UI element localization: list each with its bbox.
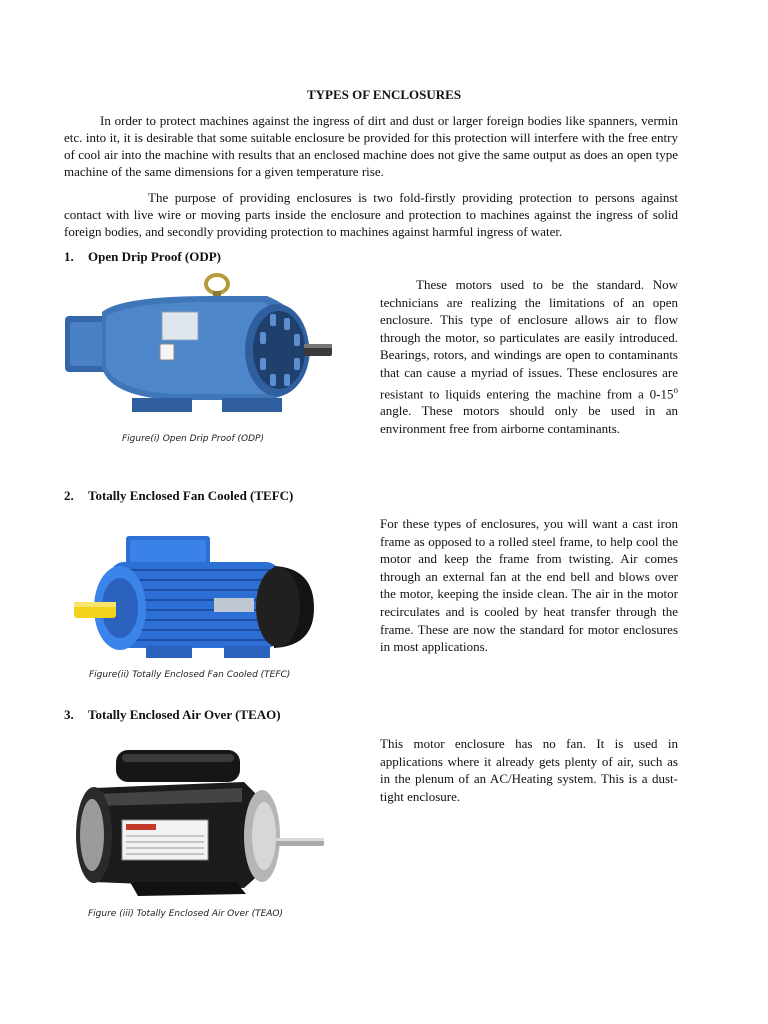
section-number: 2.	[64, 488, 74, 503]
section-body-odp	[380, 276, 678, 438]
intro-paragraph: In order to protect machines against the ingress of dirt and dust or larger foreign bodies like spanners, vermin etc. into it, it is desirable that some suitable enclosure be provided for this protection will interfere with the free entry of cool air into the machine with results that an enclosed machine does not give the same output as does an open type machine of the same dimensions for a given temperature rise.	[64, 113, 678, 179]
figure-caption-tefc: Figure(ii) Totally Enclosed Fan Cooled (TEFC)	[89, 670, 291, 680]
teao-motor-image	[66, 742, 330, 902]
document-title: TYPES OF ENCLOSURES	[306, 87, 462, 102]
section-title: Totally Enclosed Fan Cooled (TEFC)	[88, 488, 294, 503]
section-number: 3.	[64, 707, 74, 722]
tefc-motor-image	[64, 528, 326, 668]
section-body-odp-part1: These motors used to be the standard. Now technicians are realizing the limitations of an open enclosure. This type of enclosure allows air to flow through the motor, so particulates are easily introduced. Bearings, rotors, and windings are open to contaminants that can cause a myriad of issues. These enclosures are resistant to liquids entering the machine from a 0-15	[380, 277, 678, 401]
figure-caption-odp: Figure(i) Open Drip Proof (ODP)	[122, 434, 264, 444]
section-body-tefc: For these types of enclosures, you will want a cast iron frame as opposed to a rolled steel frame, to help cool the motor and keep the frame from twisting. Air comes through an external fan at the end bell and blows over the motor, keeping the inside clean. The air in the motor recirculates and is cooled by heat transfer through the frame. These are now the standard for motor enclosures in most applications.	[380, 516, 678, 655]
section-title: Open Drip Proof (ODP)	[88, 249, 221, 264]
odp-motor-image	[62, 272, 338, 424]
degree-superscript: o	[673, 384, 678, 395]
section-number: 1.	[64, 249, 74, 264]
section-heading-tefc	[64, 488, 293, 504]
purpose-paragraph: The purpose of providing enclosures is two fold-firstly providing protection to persons against contact with live wire or moving parts inside the enclosure and protection to machines against the ingress of solid foreign bodies, and secondly providing protection to machines against harmful ingress of water.	[64, 190, 678, 239]
section-heading-odp	[64, 249, 221, 265]
section-title: Totally Enclosed Air Over (TEAO)	[88, 707, 281, 722]
figure-caption-teao: Figure (iii) Totally Enclosed Air Over (TEAO)	[88, 909, 284, 919]
section-body-teao: This motor enclosure has no fan. It is used in applications where it already gets plenty of air, such as in the plenum of an AC/Heating system. This is a dust-tight enclosure.	[380, 736, 678, 804]
section-heading-teao	[64, 707, 281, 723]
section-body-odp-part2: angle. These motors should only be used in an environment free from airborne contaminants.	[380, 403, 678, 437]
